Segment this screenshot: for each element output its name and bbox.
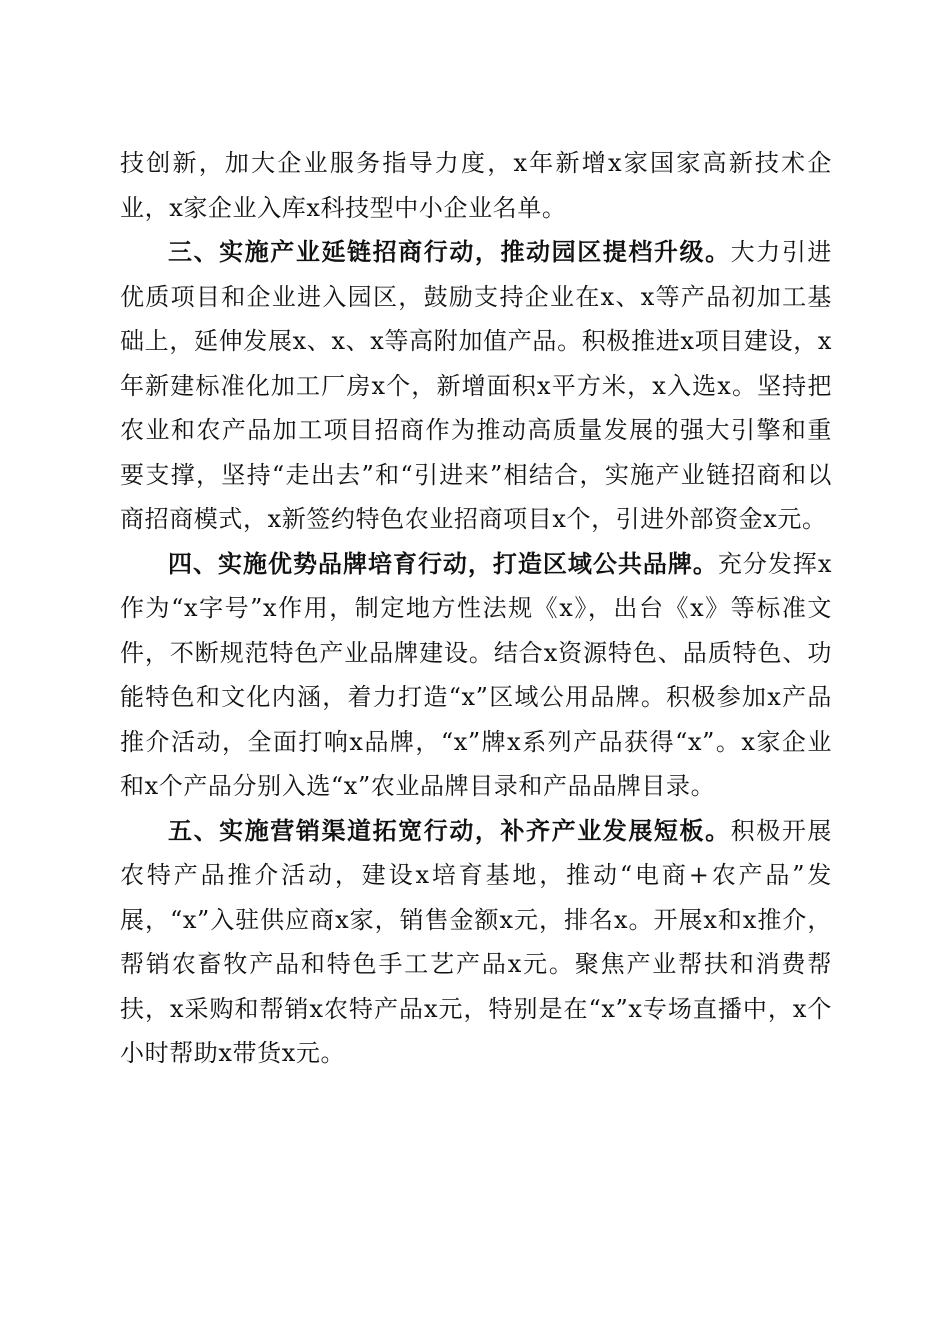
paragraph-section-4 — [120, 542, 832, 809]
section-heading-3: 三、实施产业延链招商行动，推动园区提档升级。 — [168, 238, 731, 266]
paragraph-body: 充分发挥x作为“x字号”x作用，制定地方性法规《x》，出台《x》等标准文件，不断规范特色产业品牌建设。结合x资源特色、品质特色、功能特色和文化内涵，着力打造“x”区域公用品牌。积极参加x产品推介活动，全面打响x品牌，“x”牌x系列产品获得“x”。x家企业和x个产品分别入选“x”农业品牌目录和产品品牌目录。 — [120, 549, 832, 800]
paragraph-body: 积极开展农特产品推介活动，建设x培育基地，推动“电商+农产品”发展，“x”入驻供应商x家，销售金额x元，排名x。开展x和x推介，帮销农畜牧产品和特色手工艺产品x元。聚焦产业帮扶和消费帮扶，x采购和帮销x农特产品x元，特别是在“x”x专场直播中，x个小时帮助x带货x元。 — [120, 816, 832, 1067]
paragraph-body: 技创新，加大企业服务指导力度，x年新增x家国家高新技术企业，x家企业入库x科技型中小企业名单。 — [120, 149, 832, 222]
paragraph-continuation — [120, 141, 832, 230]
paragraph-body: 大力引进优质项目和企业进入园区，鼓励支持企业在x、x等产品初加工基础上，延伸发展x、x、x等高附加值产品。积极推进x项目建设，x年新建标准化加工厂房x个，新增面积x平方米，x入选x。坚持把农业和农产品加工项目招商作为推动高质量发展的强大引擎和重要支撑，坚持“走出去”和“引进来”相结合，实施产业链招商和以商招商模式，x新签约特色农业招商项目x个，引进外部资金x元。 — [120, 238, 832, 533]
section-heading-4: 四、实施优势品牌培育行动，打造区域公共品牌。 — [168, 549, 718, 578]
document-page — [120, 141, 832, 1076]
section-heading-5: 五、实施营销渠道拓宽行动，补齐产业发展短板。 — [168, 816, 731, 845]
paragraph-section-5 — [120, 809, 832, 1076]
paragraph-section-3 — [120, 230, 832, 542]
